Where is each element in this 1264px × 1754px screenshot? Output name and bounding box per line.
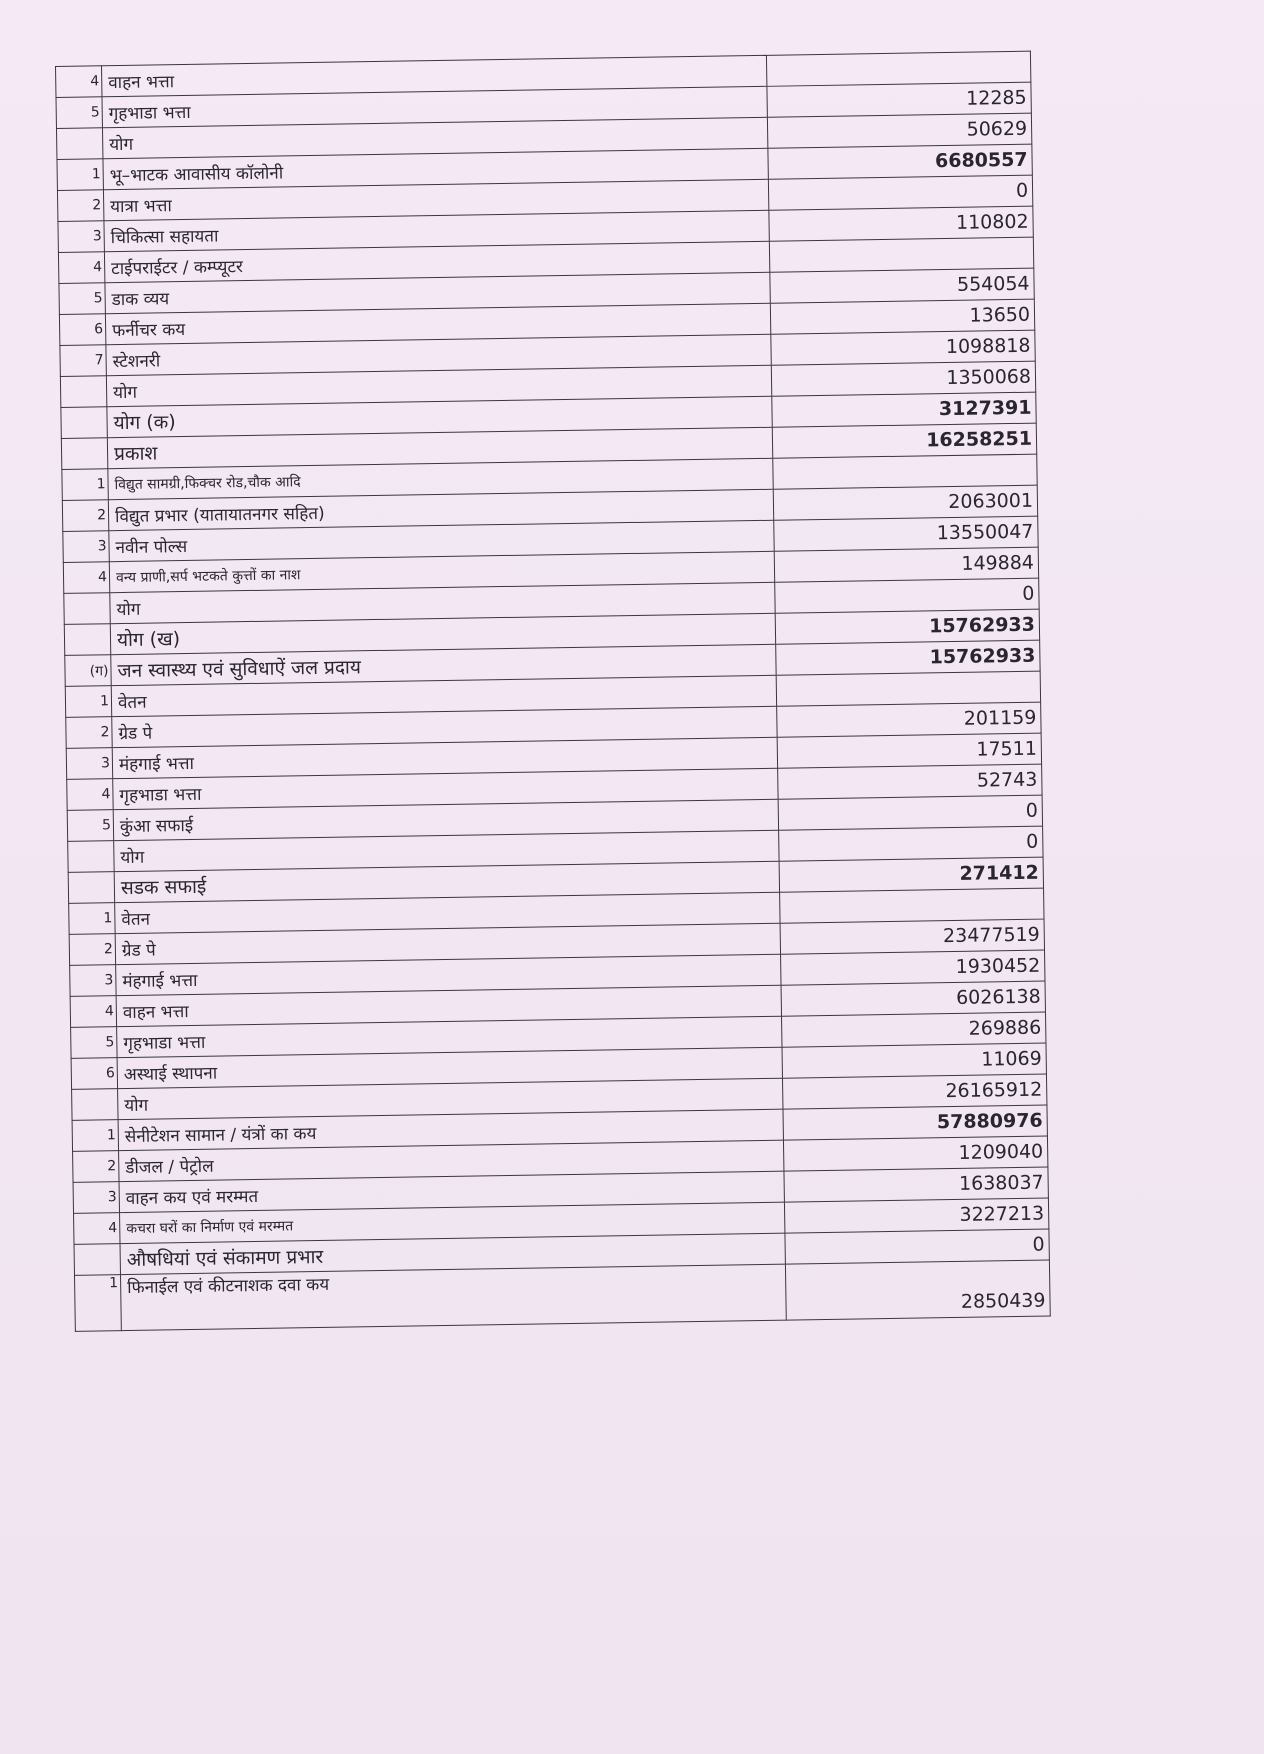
row-amount: 13650 xyxy=(770,299,1034,334)
row-amount: 12285 xyxy=(767,82,1031,117)
row-description: योग xyxy=(106,365,771,406)
row-description: योग xyxy=(118,1078,783,1119)
row-amount xyxy=(773,454,1037,489)
row-description: सडक सफाई xyxy=(114,861,779,902)
row-amount: 3127391 xyxy=(772,392,1036,427)
row-description: सेनीटेशन सामान / यंत्रों का कय xyxy=(118,1109,783,1150)
row-number: 2 xyxy=(69,934,115,966)
row-description: वेतन xyxy=(111,675,776,716)
row-description: ग्रेड पे xyxy=(112,706,777,747)
row-description: औषधियां एवं संकामण प्रभार xyxy=(120,1233,785,1274)
row-description: योग (ख) xyxy=(110,613,775,654)
row-description: स्टेशनरी xyxy=(106,334,771,375)
row-amount: 6026138 xyxy=(781,981,1045,1016)
row-amount xyxy=(776,671,1040,706)
row-description: यात्रा भत्ता xyxy=(103,179,768,220)
row-amount: 23477519 xyxy=(780,919,1044,954)
row-amount xyxy=(769,237,1033,272)
row-number: (ग) xyxy=(65,655,111,687)
row-number: 2 xyxy=(57,190,103,222)
row-description: मंहगाई भत्ता xyxy=(116,954,781,995)
row-amount: 269886 xyxy=(782,1012,1046,1047)
row-amount: 0 xyxy=(775,578,1039,613)
row-number: 1 xyxy=(72,1120,118,1152)
row-description: फर्नीचर कय xyxy=(105,303,770,344)
row-amount: 0 xyxy=(768,175,1032,210)
row-amount: 149884 xyxy=(774,547,1038,582)
row-number: 3 xyxy=(66,748,112,780)
row-description: गृहभाडा भत्ता xyxy=(117,1016,782,1057)
row-number: 3 xyxy=(70,965,116,997)
row-number: 4 xyxy=(67,779,113,811)
row-number: 5 xyxy=(67,810,113,842)
ledger-body xyxy=(56,51,1051,1331)
row-number xyxy=(74,1244,120,1276)
row-amount: 15762933 xyxy=(775,609,1039,644)
row-number: 4 xyxy=(63,562,109,594)
row-amount: 1098818 xyxy=(771,330,1035,365)
row-number: 5 xyxy=(59,283,105,315)
row-description: योग xyxy=(114,830,779,871)
row-number: 4 xyxy=(70,996,116,1028)
row-number xyxy=(64,624,110,656)
row-number: 4 xyxy=(74,1213,120,1245)
row-description: वाहन भत्ता xyxy=(116,985,781,1026)
row-amount: 15762933 xyxy=(776,640,1040,675)
row-amount: 1209040 xyxy=(783,1136,1047,1171)
row-number: 1 xyxy=(65,686,111,718)
row-amount: 13550047 xyxy=(774,516,1038,551)
row-number xyxy=(61,438,107,470)
row-amount: 271412 xyxy=(779,857,1043,892)
row-number xyxy=(56,128,102,160)
row-description: कुंआ सफाई xyxy=(113,799,778,840)
row-amount: 0 xyxy=(778,795,1042,830)
row-description: योग xyxy=(102,117,767,158)
row-number: 3 xyxy=(73,1182,119,1214)
row-description: गृहभाडा भत्ता xyxy=(113,768,778,809)
row-number: 1 xyxy=(69,903,115,935)
row-amount: 2850439 xyxy=(785,1260,1050,1320)
row-number: 5 xyxy=(71,1027,117,1059)
row-description: डाक व्यय xyxy=(105,272,770,313)
row-number xyxy=(60,376,106,408)
row-amount: 3227213 xyxy=(784,1198,1048,1233)
row-description: योग (क) xyxy=(107,396,772,437)
row-description: वन्य प्राणी,सर्प भटकते कुत्तों का नाश xyxy=(109,551,774,592)
row-number xyxy=(64,593,110,625)
row-amount: 1930452 xyxy=(781,950,1045,985)
row-number: 1 xyxy=(74,1275,121,1332)
row-description: योग xyxy=(110,582,775,623)
row-description: ग्रेड पे xyxy=(115,923,780,964)
row-amount: 52743 xyxy=(778,764,1042,799)
row-description: विद्युत प्रभार (यातायातनगर सहित) xyxy=(108,489,773,530)
row-amount: 6680557 xyxy=(768,144,1032,179)
row-number: 1 xyxy=(62,469,108,501)
row-amount: 50629 xyxy=(767,113,1031,148)
row-number: 3 xyxy=(63,531,109,563)
row-number: 1 xyxy=(57,159,103,191)
row-number: 5 xyxy=(56,97,102,129)
row-description: प्रकाश xyxy=(107,427,772,468)
row-number xyxy=(68,841,114,873)
row-number xyxy=(68,872,114,904)
row-description: कचरा घरों का निर्माण एवं मरम्मत xyxy=(120,1202,785,1243)
row-description: टाईपराईटर / कम्प्यूटर xyxy=(104,241,769,282)
row-description: भू–भाटक आवासीय कॉलोनी xyxy=(103,148,768,189)
row-amount: 2063001 xyxy=(773,485,1037,520)
row-description: फिनाईल एवं कीटनाशक दवा कय xyxy=(120,1264,786,1330)
row-description: गृहभाडा भत्ता xyxy=(102,86,767,127)
row-description: अस्थाई स्थापना xyxy=(117,1047,782,1088)
row-amount: 57880976 xyxy=(783,1105,1047,1140)
row-description: वाहन कय एवं मरम्मत xyxy=(119,1171,784,1212)
row-amount: 1350068 xyxy=(771,361,1035,396)
row-amount: 0 xyxy=(779,826,1043,861)
row-amount: 201159 xyxy=(777,702,1041,737)
row-amount xyxy=(780,888,1044,923)
row-description: वाहन भत्ता xyxy=(102,55,767,96)
row-number: 6 xyxy=(71,1058,117,1090)
row-description: मंहगाई भत्ता xyxy=(112,737,777,778)
row-amount: 554054 xyxy=(770,268,1034,303)
row-number xyxy=(72,1089,118,1121)
row-number: 3 xyxy=(58,221,104,253)
row-amount: 26165912 xyxy=(782,1074,1046,1109)
row-description: वेतन xyxy=(115,892,780,933)
row-amount: 11069 xyxy=(782,1043,1046,1078)
row-number: 6 xyxy=(59,314,105,346)
row-amount: 110802 xyxy=(769,206,1033,241)
expense-ledger-table xyxy=(55,51,1051,1332)
row-number: 7 xyxy=(60,345,106,377)
row-amount: 17511 xyxy=(777,733,1041,768)
row-amount: 0 xyxy=(785,1229,1049,1264)
row-number: 2 xyxy=(73,1151,119,1183)
row-description: जन स्वास्थ्य एवं सुविधाऐं जल प्रदाय xyxy=(111,644,776,685)
row-description: विद्युत सामग्री,फिक्चर रोड,चौक आदि xyxy=(108,458,773,499)
row-description: नवीन पोल्स xyxy=(109,520,774,561)
row-amount xyxy=(766,51,1030,86)
row-amount: 1638037 xyxy=(784,1167,1048,1202)
row-number xyxy=(61,407,107,439)
row-amount: 16258251 xyxy=(772,423,1036,458)
row-description: डीजल / पेट्रोल xyxy=(119,1140,784,1181)
row-number: 4 xyxy=(58,252,104,284)
row-number: 2 xyxy=(66,717,112,749)
row-description: चिकित्सा सहायता xyxy=(104,210,769,251)
row-number: 4 xyxy=(56,66,102,98)
row-number: 2 xyxy=(62,500,108,532)
